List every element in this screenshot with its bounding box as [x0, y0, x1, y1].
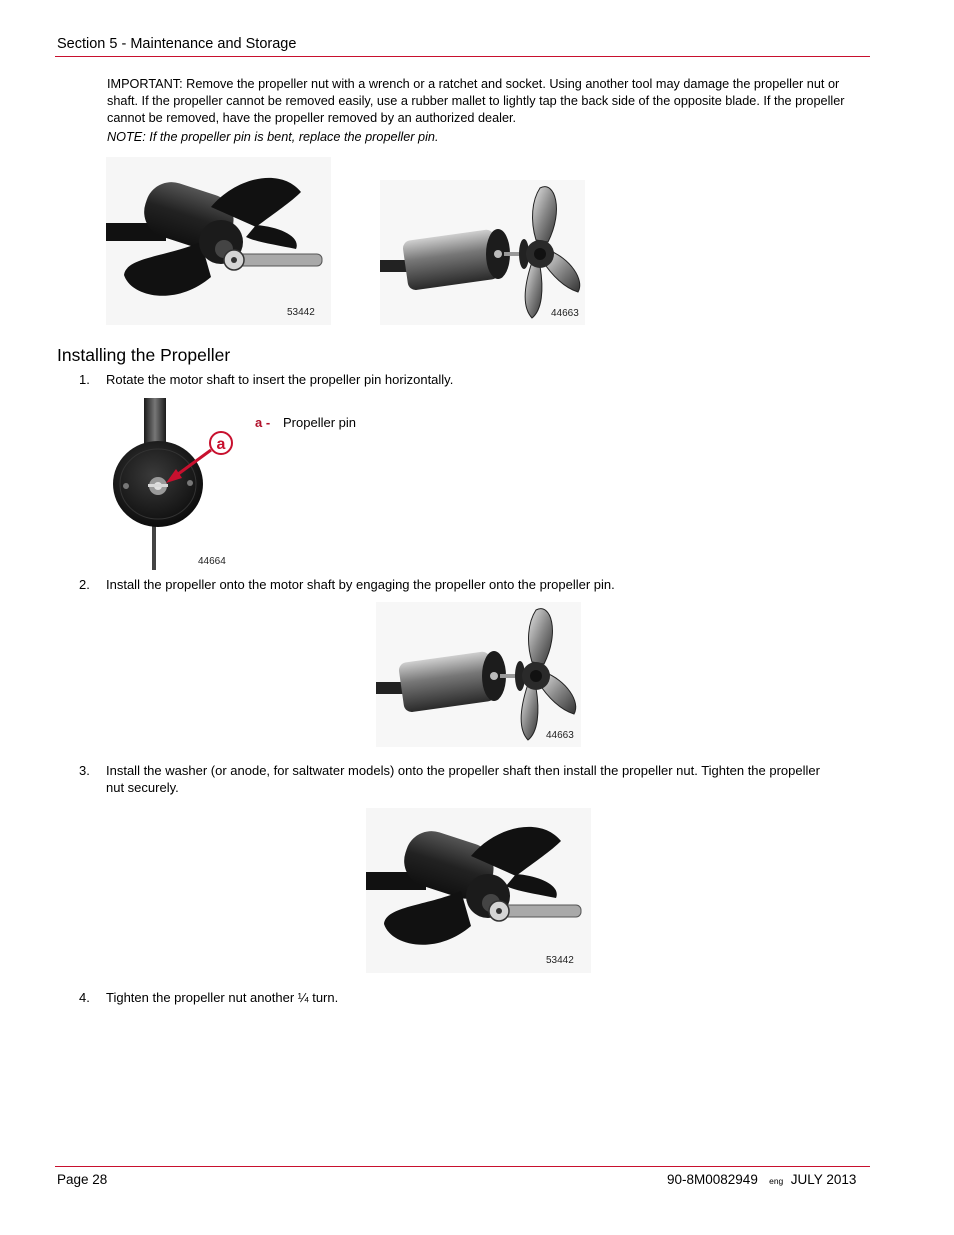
- motor-end-illustration: [108, 398, 240, 570]
- figure-propeller-exploded-middle: [376, 602, 581, 747]
- important-paragraph: IMPORTANT: Remove the propeller nut with a wrench or a ratchet and socket. Using another tool may damage the propeller nut or shaft. If the propeller cannot be removed easily, use a rubber mallet to lightly tap the back side of the opposite blade. If the propeller cannot be removed, have the propeller removed by an authorized dealer.: [107, 77, 845, 125]
- step-number: 4.: [79, 990, 90, 1005]
- figure-motor-end-callout: [108, 398, 240, 570]
- figure-propeller-ratchet-top: [106, 157, 331, 325]
- legend-label: Propeller pin: [283, 415, 356, 430]
- figure-propeller-ratchet-bottom: [366, 808, 591, 973]
- legend-key: a -: [255, 415, 271, 430]
- figure-number: 53442: [287, 307, 315, 318]
- language-code: eng: [769, 1176, 784, 1186]
- propeller-exploded-illustration: [380, 180, 585, 325]
- figure-number: 44663: [546, 730, 574, 741]
- step-text: Install the propeller onto the motor shaft by engaging the propeller onto the propeller pin.: [106, 577, 615, 592]
- section-heading: Installing the Propeller: [57, 345, 231, 365]
- step-number: 2.: [79, 577, 90, 592]
- figure-number: 44663: [551, 308, 579, 319]
- figure-number: 53442: [546, 955, 574, 966]
- note-label: NOTE:: [107, 130, 146, 144]
- propeller-ratchet-illustration: [106, 157, 331, 325]
- page-number: Page 28: [57, 1172, 108, 1187]
- step-text: Rotate the motor shaft to insert the propeller pin horizontally.: [106, 372, 454, 387]
- document-info: [667, 1172, 856, 1187]
- step-text: Tighten the propeller nut another ¼ turn.: [106, 990, 339, 1005]
- note-paragraph: [107, 130, 438, 144]
- section-title: Section 5 - Maintenance and Storage: [57, 36, 297, 52]
- step-number: 3.: [79, 763, 90, 778]
- document-number: 90-8M0082949: [667, 1172, 758, 1187]
- propeller-exploded-illustration: [376, 602, 581, 747]
- callout-letter: a: [216, 436, 226, 453]
- header-rule: [55, 56, 870, 57]
- step-number: 1.: [79, 372, 90, 387]
- footer-rule: [55, 1166, 870, 1167]
- propeller-ratchet-illustration: [366, 808, 591, 973]
- figure-number: 44664: [198, 556, 226, 567]
- step-text: Install the washer (or anode, for saltwater models) onto the propeller shaft then install the propeller nut. Tighten the propeller nut securely.: [106, 763, 820, 795]
- publication-date: JULY 2013: [790, 1172, 857, 1187]
- note-text: If the propeller pin is bent, replace the propeller pin.: [145, 130, 439, 144]
- figure-propeller-exploded-top: [380, 180, 585, 325]
